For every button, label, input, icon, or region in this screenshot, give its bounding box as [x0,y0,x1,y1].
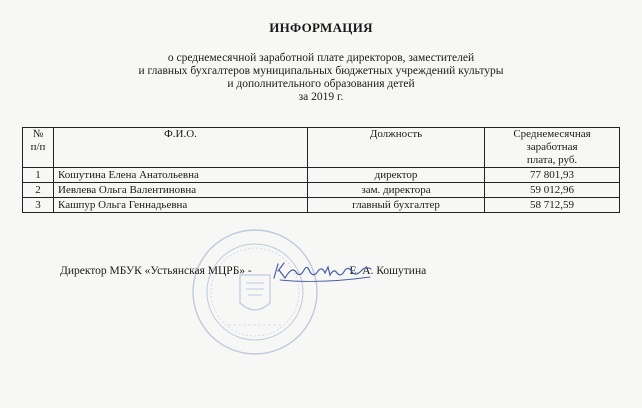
row-salary: 59 012,96 [485,183,620,198]
header-number: № п/п [23,128,54,168]
table-row [23,168,620,183]
official-seal-icon [188,225,323,360]
subtitle-year: за 2019 г. [298,91,344,103]
row-name: Кашпур Ольга Геннадьевна [54,198,308,213]
row-salary: 77 801,93 [485,168,620,183]
row-position: директор [308,168,485,183]
row-number: 3 [23,198,54,213]
document-subtitle [0,52,642,104]
signatory-name: Е. А. Кошутина [349,265,427,277]
handwritten-signature-icon [270,258,375,284]
row-number: 2 [23,183,54,198]
header-name: Ф.И.О. [54,128,308,168]
salary-table [22,127,620,213]
subtitle-line: и дополнительного образования детей [227,78,415,90]
table-row [23,198,620,213]
row-position: главный бухгалтер [308,198,485,213]
header-salary: Среднемесячная заработная плата, руб. [485,128,620,168]
table-header-row [23,128,620,168]
row-number: 1 [23,168,54,183]
subtitle-line: о среднемесячной заработной плате директоров, заместителей [167,52,475,64]
row-name: Кошутина Елена Анатольевна [54,168,308,183]
table-row [23,183,620,198]
document-title: ИНФОРМАЦИЯ [269,20,373,35]
row-salary: 58 712,59 [485,198,620,213]
signature-prefix: Директор МБУК «Устьянская МЦРБ» - [60,265,252,277]
row-position: зам. директора [308,183,485,198]
row-name: Иевлева Ольга Валентиновна [54,183,308,198]
header-position: Должность [308,128,485,168]
subtitle-line: и главных бухгалтеров муниципальных бюджетных учреждений культуры [138,65,504,77]
